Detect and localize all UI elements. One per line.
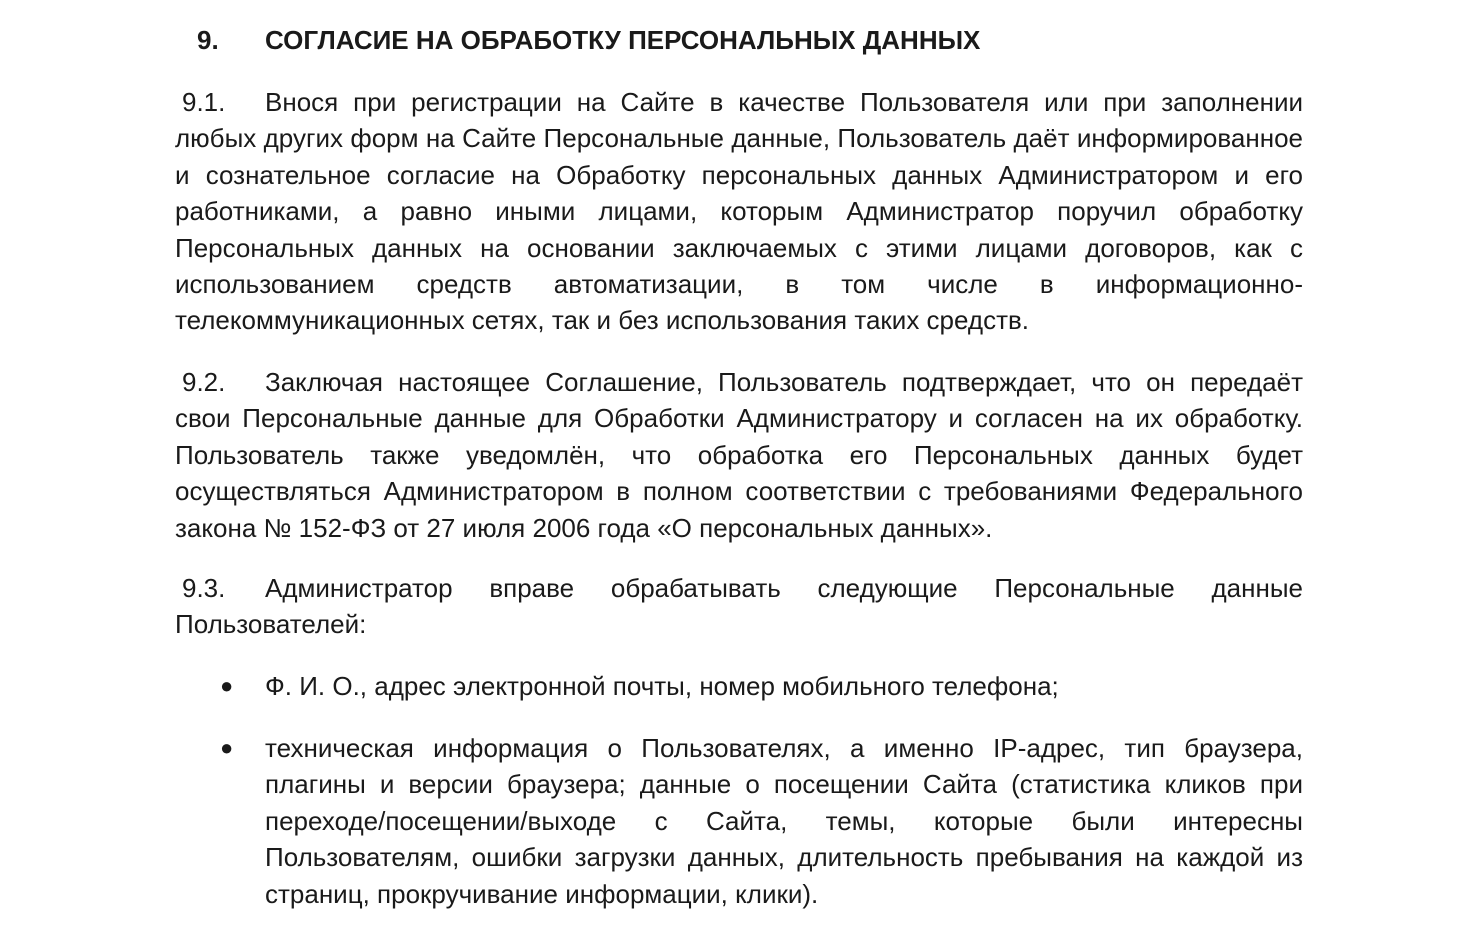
list-item-text: техническая информация о Пользователях, а именно IP-адрес, тип браузера, плагины и версии браузера; данные о посещении Сайта (статистика кликов при переходе/посещении/выходе с Сайта, темы, которые были интересны Пользователям, ошибки загрузки данных, длительность пребывания на каждой из страниц, прокручивание информации, клики). <box>265 733 1303 909</box>
paragraph-9-1 <box>175 84 1303 339</box>
paragraph-text: Заключая настоящее Соглашение, Пользователь подтверждает, что он передаёт свои Персональные данные для Обработки Администратору и согласен на их обработку. Пользователь также уведомлён, что обработка его Персональных данных будет осуществляться Администратором в полном соответствии с требованиями Федерального закона № 152-ФЗ от 27 июля 2006 года «О персональных данных». <box>175 367 1303 543</box>
paragraph-text: Администратор вправе обрабатывать следующие Персональные данные Пользователей: <box>175 573 1303 640</box>
paragraph-number: 9.1. <box>182 87 226 117</box>
bullet-icon: ● <box>220 673 234 698</box>
paragraph-text: Внося при регистрации на Сайте в качестве Пользователя или при заполнении любых других форм на Сайте Персональные данные, Пользователь даёт информированное и сознательное согласие на Обработку персональных данных Администратором и его работниками, а равно иными лицами, которым Администратор поручил обработку Персональных данных на основании заключаемых с этими лицами договоров, как с использованием средств автоматизации, в том числе в информационно-телекоммуникационных сетях, так и без использования таких средств. <box>175 87 1303 336</box>
paragraph-number: 9.3. <box>182 573 226 603</box>
section-number: 9. <box>197 25 219 55</box>
list-item-text: Ф. И. О., адрес электронной почты, номер мобильного телефона; <box>265 671 1059 701</box>
list-item <box>220 730 1303 912</box>
paragraph-number: 9.2. <box>182 367 226 397</box>
paragraph-9-2 <box>175 364 1303 546</box>
section-title: СОГЛАСИЕ НА ОБРАБОТКУ ПЕРСОНАЛЬНЫХ ДАННЫХ <box>265 25 981 55</box>
list-item <box>220 668 1303 704</box>
section-heading <box>197 22 980 58</box>
paragraph-9-3 <box>175 570 1303 643</box>
bullet-icon: ● <box>220 735 234 760</box>
